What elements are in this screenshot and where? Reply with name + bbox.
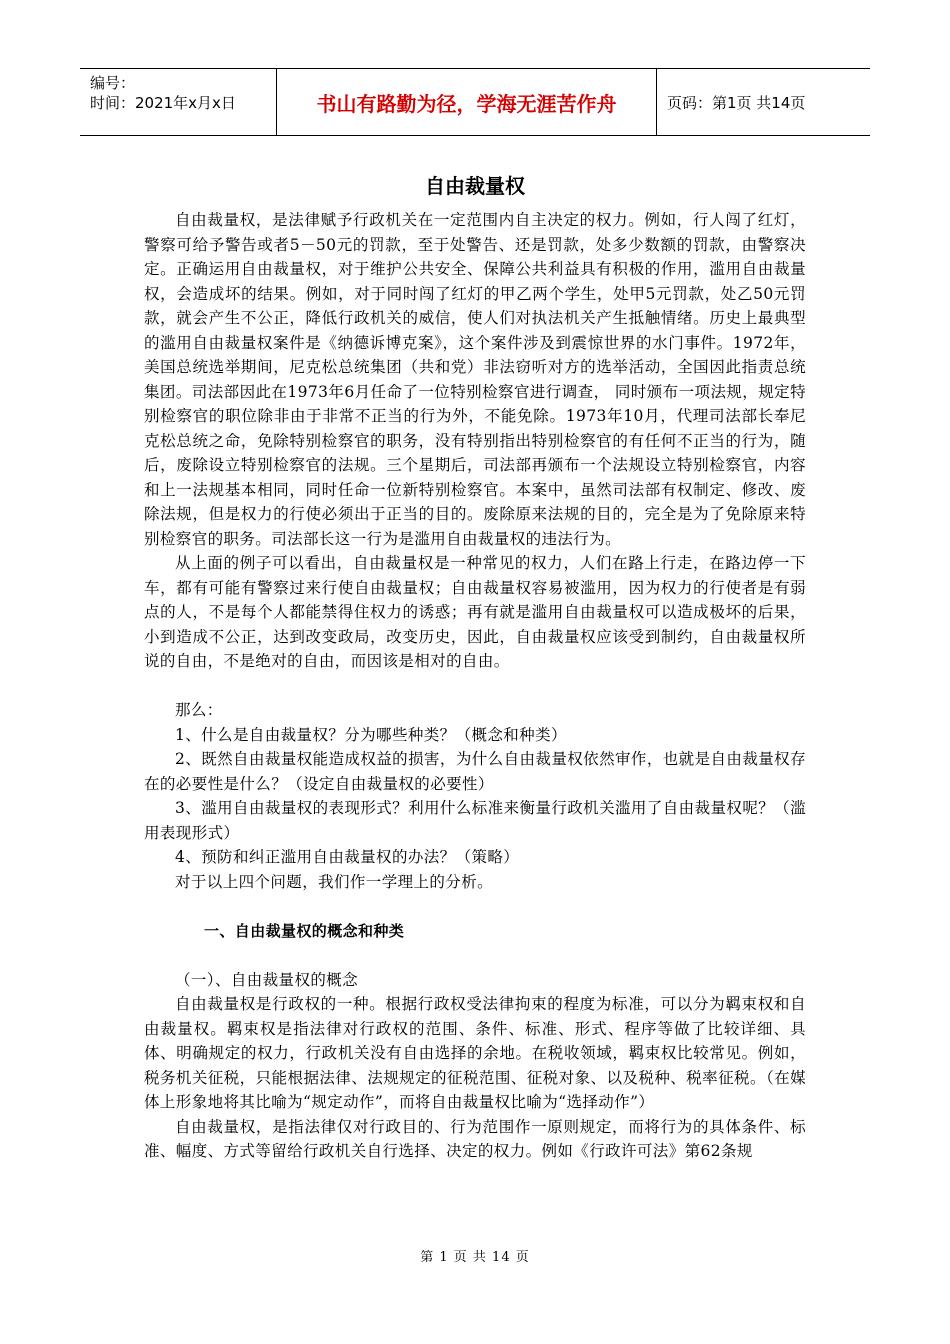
date-label: 时间：2021年x月x日: [90, 94, 236, 112]
paragraph-intro-2: 从上面的例子可以看出，自由裁量权是一种常见的权力，人们在路上行走，在路边停一下车，都有可能有警察过来行使自由裁量权；自由裁量权容易被滥用，因为权力的行使者是有弱点的人，不是每个人都能禁得住权力的诱惑；再有就是滥用自由裁量权可以造成极坏的后果，小到造成不公正，达到改变政局，改变历史，因此，自由裁量权应该受到制约，自由裁量权所说的自由，不是绝对的自由，而因该是相对的自由。: [144, 554, 806, 670]
subsection-heading-1: （一）、自由裁量权的概念: [175, 970, 359, 989]
paragraph-section1-1: 自由裁量权是行政权的一种。根据行政权受法律拘束的程度为标准，可以分为羁束权和自由裁量权。羁束权是指法律对行政权的范围、条件、标准、形式、程序等做了比较详细、具体、明确规定的权力，行政机关没有自由选择的余地。在税收领域，羁束权比较常见。例如，税务机关征税，只能根据法律、法规规定的征税范围、征税对象、以及税种、税率征税。（在媒体上形象地将其比喻为“规定动作”，而将自由裁量权比喻为“选择动作”）: [144, 995, 806, 1111]
header-motto: 书山有路勤为径，学海无涯苦作舟: [277, 69, 657, 135]
page-footer: 第 1 页 共 14 页: [420, 1250, 530, 1265]
section-heading-1: 一、自由裁量权的概念和种类: [204, 921, 405, 940]
spacer: [144, 943, 806, 968]
paragraph-section1-2: 自由裁量权，是指法律仅对行政目的、行为范围作一原则规定，而将行为的具体条件、标准、幅度、方式等留给行政机关自行选择、决定的权力。例如《行政许可法》第62条规: [144, 1117, 806, 1160]
spacer: [144, 894, 806, 919]
analysis-intro: 对于以上四个问题，我们作一学理上的分析。: [175, 872, 494, 891]
question-3: 3、滥用自由裁量权的表现形式？利用什么标准来衡量行政机关滥用了自由裁量权呢？（滥用表现形式）: [144, 799, 806, 842]
question-4: 4、预防和纠正滥用自由裁量权的办法？（策略）: [175, 848, 520, 866]
spacer: [144, 674, 806, 699]
code-label: 编号：: [90, 74, 136, 92]
document-body: [144, 208, 806, 1164]
then-label: 那么：: [175, 701, 223, 719]
question-2: 2、既然自由裁量权能造成权益的损害，为什么自由裁量权依然审作，也就是自由裁量权存在的必要性是什么？（设定自由裁量权的必要性）: [144, 750, 806, 793]
header-page-info: 页码：第1页 共14页: [667, 93, 806, 112]
page-header: [80, 68, 870, 136]
question-1: 1、什么是自由裁量权？分为哪些种类？（概念和种类）: [175, 725, 567, 744]
document-title: 自由裁量权: [425, 174, 525, 198]
header-meta: [80, 69, 277, 135]
paragraph-intro-1: 自由裁量权，是法律赋予行政机关在一定范围内自主决定的权力。例如，行人闯了红灯，警察可给予警告或者5－50元的罚款，至于处警告、还是罚款，处多少数额的罚款，由警察决定。正确运用自由裁量权，对于维护公共安全、保障公共利益具有积极的作用，滥用自由裁量权，会造成坏的结果。例如，对于同时闯了红灯的甲乙两个学生，处甲5元罚款，处乙50元罚款，就会产生不公正，降低行政机关的威信，使人们对执法机关产生抵触情绪。历史上最典型的滥用自由裁量权案件是《纳德诉博克案》，这个案件涉及到震惊世界的水门事件。1972年，美国总统选举期间，尼克松总统集团（共和党）非法窃听对方的选举活动，全国因此指责总统集团。司法部因此在1973年6月任命了一位特别检察官进行调查， 同时颁布一项法规，规定特别检察官的职位除非由于非常不正当的行为外，不能免除。1973年10月，代理司法部长奉尼克松总统之命，免除特别检察官的职务，没有特别指出特别检察官的有任何不正当的行为，随后，废除设立特别检察官的法规。三个星期后，司法部再颁布一个法规设立特别检察官，内容和上一法规基本相同，同时任命一位新特别检察官。本案中，虽然司法部有权制定、修改、废除法规，但是权力的行使必须出于正当的目的。废除原来法规的目的，完全是为了免除原来特别检察官的职务。司法部长这一行为是滥用自由裁量权的违法行为。: [144, 211, 806, 548]
